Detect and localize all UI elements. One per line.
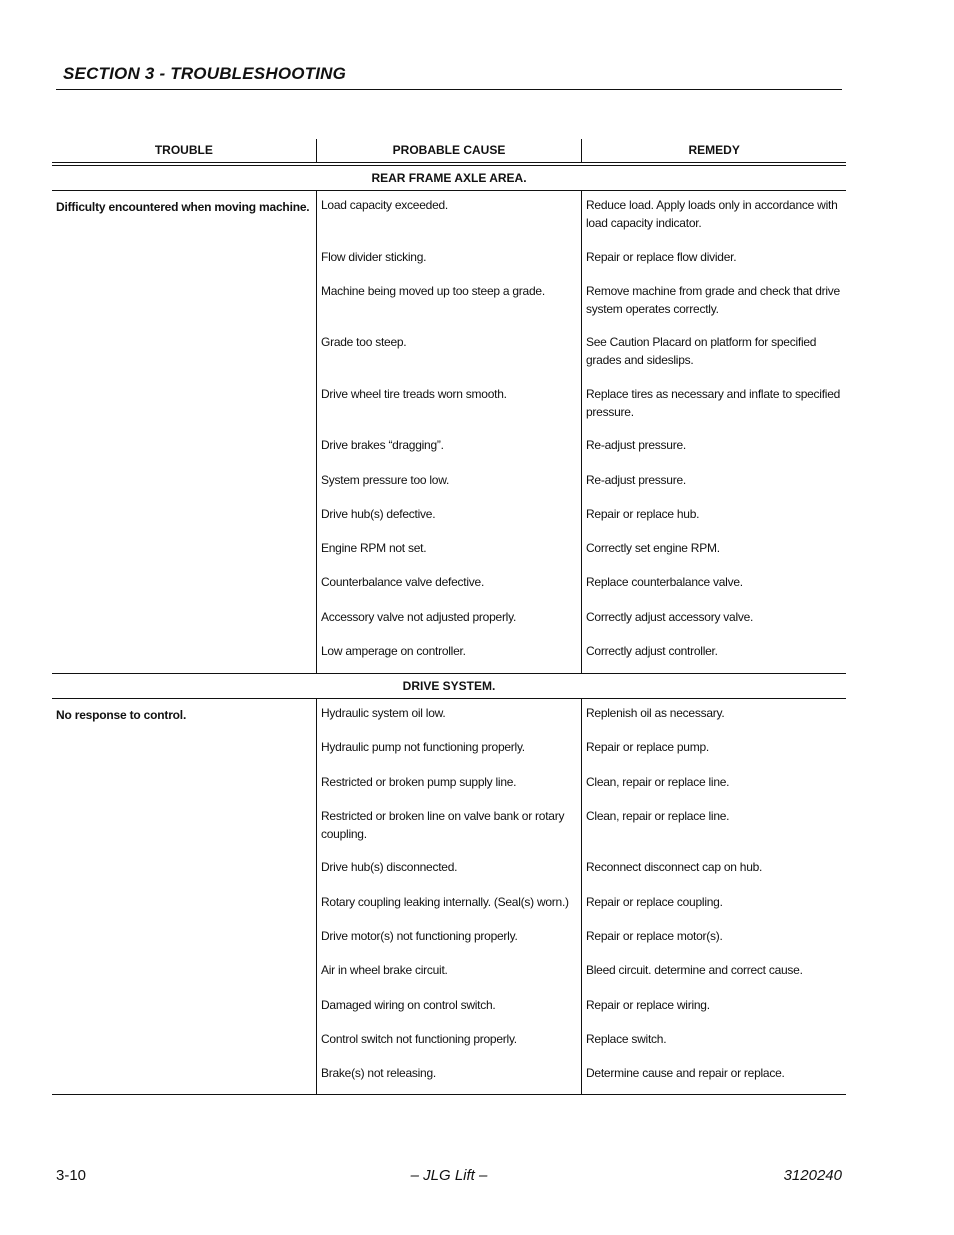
group-title: DRIVE SYSTEM. [52,674,846,699]
probable-cause-cell: System pressure too low. [321,473,450,487]
group-body [52,191,846,674]
remedy-cell: Replace counterbalance valve. [586,575,743,589]
remedy-cell: Determine cause and repair or replace. [586,1066,785,1080]
page-number: 3-10 [56,1167,87,1184]
remedy-cell: Repair or replace flow divider. [586,250,737,264]
remedy-cell: Reduce load. Apply loads only in accordance with load capacity indicator. [586,198,838,230]
remedy-column [581,699,845,1094]
probable-cause-cell: Drive wheel tire treads worn smooth. [321,387,507,401]
group-title: REAR FRAME AXLE AREA. [52,166,846,191]
probable-cause-cell: Accessory valve not adjusted properly. [321,610,517,624]
remedy-cell: Replace tires as necessary and inflate to specified pressure. [586,387,841,419]
remedy-cell: Re-adjust pressure. [586,438,686,452]
remedy-cell: Re-adjust pressure. [586,473,686,487]
column-header-probable-cause: PROBABLE CAUSE [316,139,582,162]
probable-cause-column [316,699,581,1094]
document-number: 3120240 [783,1167,842,1184]
probable-cause-cell: Restricted or broken line on valve bank or rotary coupling. [321,809,565,841]
remedy-cell: Repair or replace pump. [586,740,709,754]
probable-cause-cell: Flow divider sticking. [321,250,427,264]
remedy-cell: Clean, repair or replace line. [586,775,730,789]
remedy-cell: Correctly adjust controller. [586,644,718,658]
column-header-row [52,139,846,163]
header-rule [56,89,842,90]
probable-cause-cell: Damaged wiring on control switch. [321,998,496,1012]
remedy-cell: Repair or replace hub. [586,507,700,521]
remedy-cell: Replace switch. [586,1032,667,1046]
probable-cause-cell: Load capacity exceeded. [321,198,449,212]
remedy-cell: Correctly adjust accessory valve. [586,610,754,624]
remedy-cell: Clean, repair or replace line. [586,809,730,823]
trouble-cell [52,191,316,673]
probable-cause-cell: Hydraulic system oil low. [321,706,446,720]
remedy-cell: Repair or replace wiring. [586,998,710,1012]
trouble-text: Difficulty encountered when moving machine. [56,200,310,214]
probable-cause-cell: Air in wheel brake circuit. [321,963,448,977]
remedy-cell: See Caution Placard on platform for specified grades and sideslips. [586,335,817,367]
probable-cause-cell: Restricted or broken pump supply line. [321,775,517,789]
remedy-cell: Replenish oil as necessary. [586,706,725,720]
probable-cause-cell: Engine RPM not set. [321,541,427,555]
remedy-cell: Repair or replace coupling. [586,895,723,909]
probable-cause-cell: Drive brakes “dragging”. [321,438,444,452]
probable-cause-cell: Drive motor(s) not functioning properly. [321,929,518,943]
probable-cause-cell: Brake(s) not releasing. [321,1066,436,1080]
section-title: SECTION 3 - TROUBLESHOOTING [63,64,347,83]
remedy-cell: Reconnect disconnect cap on hub. [586,860,763,874]
trouble-cell [52,699,316,1094]
group-body [52,699,846,1095]
probable-cause-cell: Hydraulic pump not functioning properly. [321,740,525,754]
probable-cause-cell: Low amperage on controller. [321,644,466,658]
trouble-text: No response to control. [56,708,187,722]
probable-cause-column [316,191,581,673]
column-header-remedy: REMEDY [581,139,846,162]
table-groups [52,166,846,1095]
footer-brand: – JLG Lift – [410,1167,488,1184]
troubleshooting-table [52,139,846,1095]
column-header-trouble: TROUBLE [154,143,213,157]
remedy-column [581,191,845,673]
probable-cause-cell: Machine being moved up too steep a grade. [321,284,545,298]
probable-cause-cell: Counterbalance valve defective. [321,575,485,589]
remedy-cell: Remove machine from grade and check that drive system operates correctly. [586,284,840,316]
probable-cause-cell: Drive hub(s) defective. [321,507,436,521]
probable-cause-cell: Control switch not functioning properly. [321,1032,517,1046]
remedy-cell: Bleed circuit. determine and correct cause. [586,963,803,977]
remedy-cell: Repair or replace motor(s). [586,929,723,943]
remedy-cell: Correctly set engine RPM. [586,541,720,555]
probable-cause-cell: Rotary coupling leaking internally. (Seal(s) worn.) [321,895,569,909]
probable-cause-cell: Grade too steep. [321,335,407,349]
probable-cause-cell: Drive hub(s) disconnected. [321,860,458,874]
